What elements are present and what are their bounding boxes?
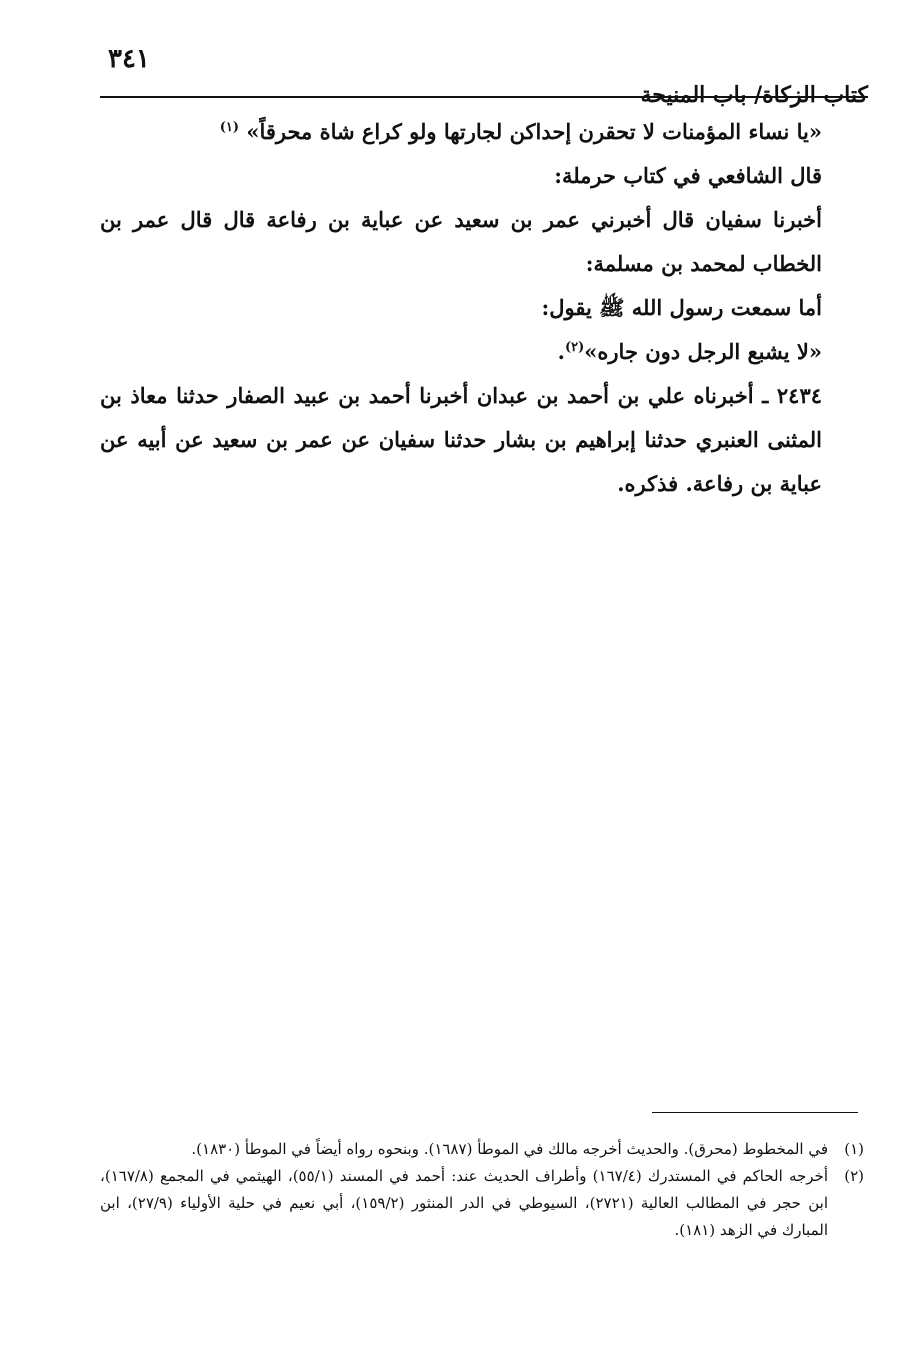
footnote-2 [100, 1163, 864, 1244]
header-divider [100, 96, 868, 98]
heard-line: أما سمعت رسول الله ﷺ يقول: [541, 295, 822, 320]
footnote-1 [100, 1136, 864, 1163]
footnote-text: أخرجه الحاكم في المستدرك (١٦٧/٤) وأطراف الحديث عند: أحمد في المسند (٥٥/١)، الهيثمي في المجمع (١٦٧/٨)، ابن حجر في المطالب العالية (٢٧٢١)، السيوطي في الدر المنثور (١٥٩/٢)، أبي نعيم في حلية الأولياء (٢٧/٩)، ابن المبارك في الزهد (١٨١). [100, 1167, 828, 1239]
hadith-quote: «يا نساء المؤمنات لا تحقرن إحداكن لجارتها ولو كراع شاة محرقاً» [246, 119, 822, 144]
hadith-number: ٢٤٣٤ [776, 383, 823, 408]
footnote-mark: (٢) [844, 1167, 864, 1185]
page-header [100, 28, 868, 108]
footnote-ref-1: (١) [219, 120, 239, 135]
main-text [100, 110, 864, 506]
quote-2-end: . [557, 339, 565, 364]
footnotes [100, 1136, 864, 1244]
shafii-line: قال الشافعي في كتاب حرملة: [554, 163, 822, 188]
footnote-mark: (١) [844, 1140, 864, 1158]
quote-2: «لا يشبع الرجل دون جاره» [584, 339, 822, 364]
footnote-divider [652, 1112, 858, 1113]
footnote-ref-2: (٢) [564, 340, 585, 355]
footnote-text: في المخطوط (محرق). والحديث أخرجه مالك في الموطأ (١٦٨٧). وبنحوه رواه أيضاً في الموطأ (١٨٣٠). [191, 1140, 828, 1158]
running-title: كتاب الزكاة/ باب المنيحة [640, 82, 868, 108]
hadith-text: ـ أخبرناه علي بن أحمد بن عبدان أخبرنا أحمد بن عبيد الصفار حدثنا معاذ بن المثنى العنبري حدثنا إبراهيم بن بشار حدثنا سفيان عن عمر بن سعيد عن أبيه عن عباية بن رفاعة. فذكره. [100, 383, 822, 496]
hadith-2434-paragraph [100, 374, 864, 506]
hadith-quote-paragraph [100, 110, 864, 154]
quote-2-paragraph [100, 330, 864, 374]
page-number: ٣٤١ [108, 44, 150, 74]
isnad-paragraph: أخبرنا سفيان قال أخبرني عمر بن سعيد عن عباية بن رفاعة قال قال عمر بن الخطاب لمحمد بن مسلمة: [100, 207, 822, 276]
